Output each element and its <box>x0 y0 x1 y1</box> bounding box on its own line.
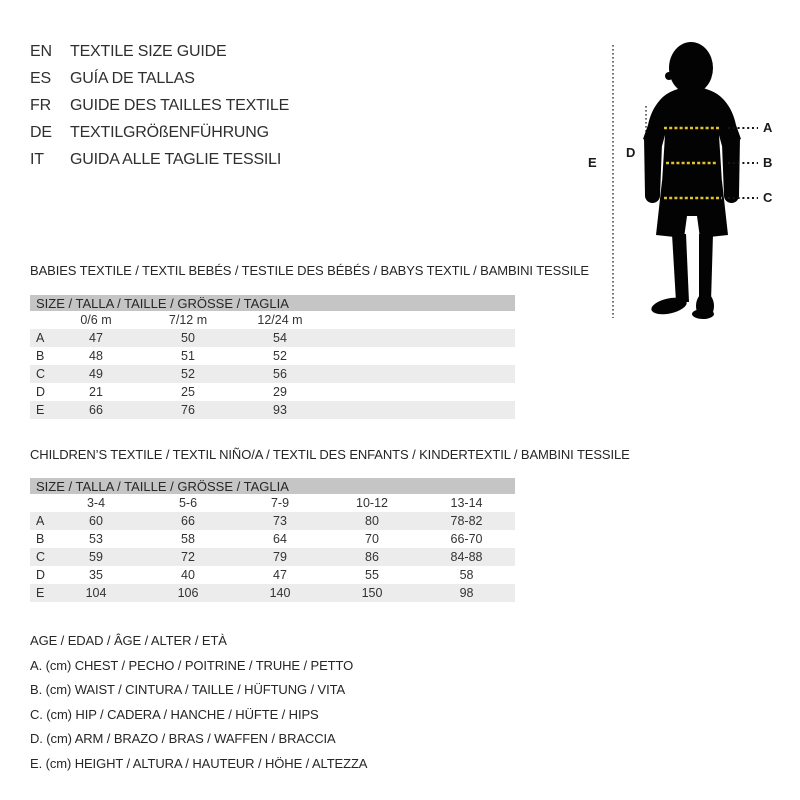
table-cell: 56 <box>273 367 287 381</box>
lang-row-fr <box>30 92 289 119</box>
column-header: 13-14 <box>450 496 483 510</box>
table-cell: 47 <box>273 568 287 582</box>
column-header: 3-4 <box>86 496 106 510</box>
measurement-legend <box>30 629 367 776</box>
language-title-list <box>30 38 289 173</box>
child-silhouette-figure <box>580 18 800 328</box>
table-cell: 98 <box>459 586 474 600</box>
column-header: 5-6 <box>178 496 198 510</box>
column-header: 10-12 <box>356 496 388 510</box>
label-c: C <box>763 190 773 205</box>
table-cell: 25 <box>181 385 195 399</box>
table-cell: 29 <box>273 385 287 399</box>
lang-title: GUIDA ALLE TAGLIE TESSILI <box>70 150 282 168</box>
lang-code: ES <box>30 69 51 87</box>
table-cell: 55 <box>365 568 379 582</box>
table-cell: 140 <box>269 586 291 600</box>
table-cell: 49 <box>89 367 103 381</box>
table-row <box>30 383 515 401</box>
label-b: B <box>763 155 773 170</box>
table-row <box>30 329 515 347</box>
size-header-bar: SIZE / TALLA / TAILLE / GRÖSSE / TAGLIA <box>30 295 515 311</box>
children-column-header-row <box>30 494 515 512</box>
column-header: 7/12 m <box>168 313 208 327</box>
table-cell: 59 <box>89 550 103 564</box>
table-row <box>30 365 515 383</box>
table-cell: 104 <box>85 586 107 600</box>
lang-code: IT <box>30 150 44 168</box>
table-cell: 70 <box>365 532 379 546</box>
row-label: C <box>36 550 46 564</box>
lang-row-de <box>30 119 289 146</box>
measurement-figure <box>580 18 800 328</box>
lang-row-es <box>30 65 289 92</box>
size-header-bar: SIZE / TALLA / TAILLE / GRÖSSE / TAGLIA <box>30 478 515 494</box>
table-row <box>30 548 515 566</box>
legend-chest: A. (cm) CHEST / PECHO / POITRINE / TRUHE / PETTO <box>30 657 354 673</box>
legend-waist: B. (cm) WAIST / CINTURA / TAILLE / HÜFTUNG / VITA <box>30 682 346 697</box>
column-header: 0/6 m <box>80 313 112 327</box>
table-cell: 72 <box>181 550 195 564</box>
lang-code: EN <box>30 42 52 60</box>
table-cell: 52 <box>273 349 287 363</box>
row-label: B <box>36 532 45 546</box>
table-cell: 58 <box>181 532 195 546</box>
row-label: C <box>36 367 46 381</box>
table-cell: 66-70 <box>450 532 483 546</box>
lang-row-it <box>30 146 289 173</box>
table-cell: 54 <box>273 331 287 345</box>
table-cell: 58 <box>459 568 474 582</box>
table-row <box>30 530 515 548</box>
table-cell: 93 <box>273 403 287 417</box>
row-label: E <box>36 403 45 417</box>
table-cell: 51 <box>181 349 195 363</box>
lang-row-en <box>30 38 289 65</box>
table-row <box>30 347 515 365</box>
row-label: A <box>36 514 45 528</box>
table-cell: 79 <box>273 550 287 564</box>
legend-hip: C. (cm) HIP / CADERA / HANCHE / HÜFTE / HIPS <box>30 706 319 722</box>
table-cell: 84-88 <box>450 550 483 564</box>
label-a: A <box>763 120 773 135</box>
table-cell: 66 <box>89 403 103 417</box>
legend-arm: D. (cm) ARM / BRAZO / BRAS / WAFFEN / BRACCIA <box>30 731 336 746</box>
row-label: D <box>36 568 46 582</box>
column-header: 12/24 m <box>257 313 303 327</box>
label-d: D <box>626 145 636 160</box>
child-silhouette <box>643 42 741 319</box>
table-row <box>30 512 515 530</box>
table-cell: 52 <box>181 367 195 381</box>
babies-size-table <box>30 295 515 419</box>
legend-age: AGE / EDAD / ÂGE / ALTER / ETÀ <box>30 633 227 648</box>
lang-title: GUIDE DES TAILLES TEXTILE <box>70 96 290 114</box>
babies-column-header-row <box>30 311 515 329</box>
table-cell: 80 <box>365 514 379 528</box>
label-e: E <box>588 155 597 170</box>
lang-title: GUÍA DE TALLAS <box>70 69 195 87</box>
row-label: A <box>36 331 45 345</box>
table-cell: 60 <box>89 514 103 528</box>
lang-title: TEXTILE SIZE GUIDE <box>70 42 227 60</box>
lang-code: DE <box>30 123 52 141</box>
table-row <box>30 401 515 419</box>
table-cell: 150 <box>361 586 383 600</box>
lang-title: TEXTILGRÖßENFÜHRUNG <box>70 123 269 141</box>
table-cell: 73 <box>273 514 287 528</box>
row-label: E <box>36 586 45 600</box>
table-row <box>30 584 515 602</box>
children-section-title: CHILDREN’S TEXTILE / TEXTIL NIÑO/A / TEXTIL DES ENFANTS / KINDERTEXTIL / BAMBINI TESSILE <box>30 447 630 462</box>
table-cell: 40 <box>181 568 195 582</box>
column-header: 7-9 <box>270 496 290 510</box>
lang-code: FR <box>30 96 51 114</box>
table-cell: 86 <box>365 550 379 564</box>
table-cell: 66 <box>181 514 195 528</box>
row-label: D <box>36 385 46 399</box>
babies-section-title: BABIES TEXTILE / TEXTIL BEBÉS / TESTILE DES BÉBÉS / BABYS TEXTIL / BAMBINI TESSILE <box>30 263 589 278</box>
table-cell: 53 <box>89 532 103 546</box>
table-cell: 50 <box>181 331 195 345</box>
table-cell: 106 <box>177 586 199 600</box>
table-cell: 78-82 <box>450 514 483 528</box>
table-cell: 48 <box>89 349 103 363</box>
table-cell: 47 <box>89 331 103 345</box>
table-cell: 21 <box>89 385 103 399</box>
table-cell: 35 <box>89 568 103 582</box>
table-row <box>30 566 515 584</box>
table-cell: 64 <box>273 532 287 546</box>
children-size-table <box>30 478 515 602</box>
row-label: B <box>36 349 45 363</box>
table-cell: 76 <box>181 403 195 417</box>
legend-height: E. (cm) HEIGHT / ALTURA / HAUTEUR / HÖHE / ALTEZZA <box>30 755 368 771</box>
